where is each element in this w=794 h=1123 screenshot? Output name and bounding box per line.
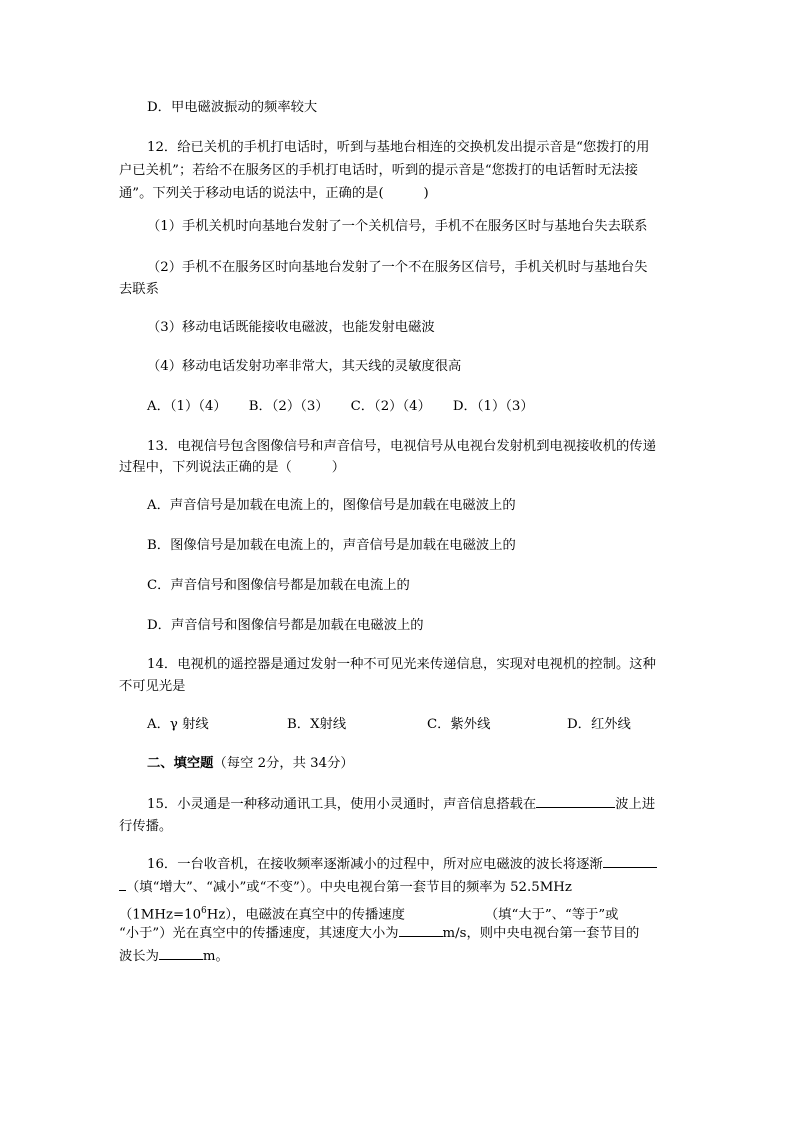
q12-option-b: B．（2）（3） [248,399,329,414]
q14-option-b: B．X射线 [287,717,347,732]
q15-line1 [119,793,703,817]
q12-option-a: A．（1）（4） [147,399,227,414]
q16-line2 [119,876,675,900]
q16-exponent: 6 [201,906,207,916]
q16-text-line2: （填“增大”、“减小”或“不变”）。中央电视台第一套节目的频率为 52.5MHz [126,880,572,895]
q12-option-d: D．（1）（3） [452,399,534,414]
q16-blank-4[interactable] [159,945,203,960]
q14-stem-line2: 不可见光是 [119,679,186,694]
q13-option-b: B．图像信号是加载在电流上的，声音信号是加载在电磁波上的 [147,538,516,553]
q16-line5 [119,945,675,969]
q16-text-line3c: （填“大于”、“等于”或 [484,907,619,923]
q14-stem-line1: 14．电视机的遥控器是通过发射一种不可见光来传递信息，实现对电视机的控制。这种 [147,657,656,672]
q11-option-d: D．甲电磁波振动的频率较大 [147,100,318,115]
q14-option-d: D．红外线 [567,717,631,732]
q16-text-part1: 16．一台收音机，在接收频率逐渐减小的过程中，所对应电磁波的波长将逐渐 [147,857,603,872]
q12-options [119,395,703,419]
q16-blank-1a[interactable] [603,853,657,868]
q16-text-line5b: m。 [202,949,229,964]
q15-answer-blank[interactable] [536,793,615,808]
q13-option-c: C．声音信号和图像信号都是加载在电流上的 [147,578,410,593]
q16-blank-1b[interactable] [119,876,126,891]
q13-stem-line2: 过程中，下列说法正确的是（ ） [119,460,346,475]
q12-statement-2a: （2）手机不在服务区时向基地台发射了一个不在服务区信号，手机关机时与基地台失 [147,260,648,275]
q12-stem-line2: 户已关机”；若给不在服务区的手机打电话时，听到的提示音是“您拨打的电话暂时无法接 [119,163,638,178]
q14-option-c: C．紫外线 [427,717,491,732]
q16-text-line3a: （1MHz=10 [119,907,202,923]
q16-text-line4b: m/s，则中央电视台第一套节目的 [442,926,640,941]
q14-options [119,713,703,737]
q13-option-d: D．声音信号和图像信号都是加载在电磁波上的 [147,618,424,633]
q12-statement-2b: 去联系 [119,282,159,297]
section-heading [119,752,703,776]
q12-stem-line1: 12．给已关机的手机打电话时，听到与基地台相连的交换机发出提示音是“您拨打的用 [147,140,650,155]
q12-statement-3: （3）移动电话既能接收电磁波，也能发射电磁波 [147,320,435,335]
q13-stem-line1: 13．电视信号包含图像信号和声音信号，电视信号从电视台发射机到电视接收机的传递 [147,439,656,454]
q16-text-line5a: 波长为 [119,949,159,964]
q13-option-a: A．声音信号是加载在电流上的，图像信号是加载在电磁波上的 [147,498,516,513]
q16-text-line3b: Hz），电磁波在真空中的传播速度 [206,907,405,923]
q12-statement-1: （1）手机关机时向基地台发射了一个关机信号，手机不在服务区时与基地台失去联系 [147,219,648,234]
section-title: 二、填空题 [147,756,214,771]
section-scoring-note: （每空 2分，共 34分） [213,756,354,771]
q16-line4 [119,922,675,946]
q15-text-part2: 波上进 [615,797,656,812]
q12-stem-line3: 通”。下列关于移动电话的说法中，正确的是( ) [119,186,429,201]
q16-line1 [119,853,703,877]
q16-blank-3[interactable] [399,922,443,937]
q14-option-a: A．γ 射线 [147,717,209,732]
q12-option-c: C．（2）（4） [350,399,431,414]
q12-statement-4: （4）移动电话发射功率非常大，其天线的灵敏度很高 [147,359,462,374]
q16-text-line4a: “小于”）光在真空中的传播速度，其速度大小为 [119,926,399,941]
q15-text-part1: 15．小灵通是一种移动通讯工具，使用小灵通时，声音信息搭载在 [147,797,537,812]
q15-line2: 行传播。 [119,819,173,834]
